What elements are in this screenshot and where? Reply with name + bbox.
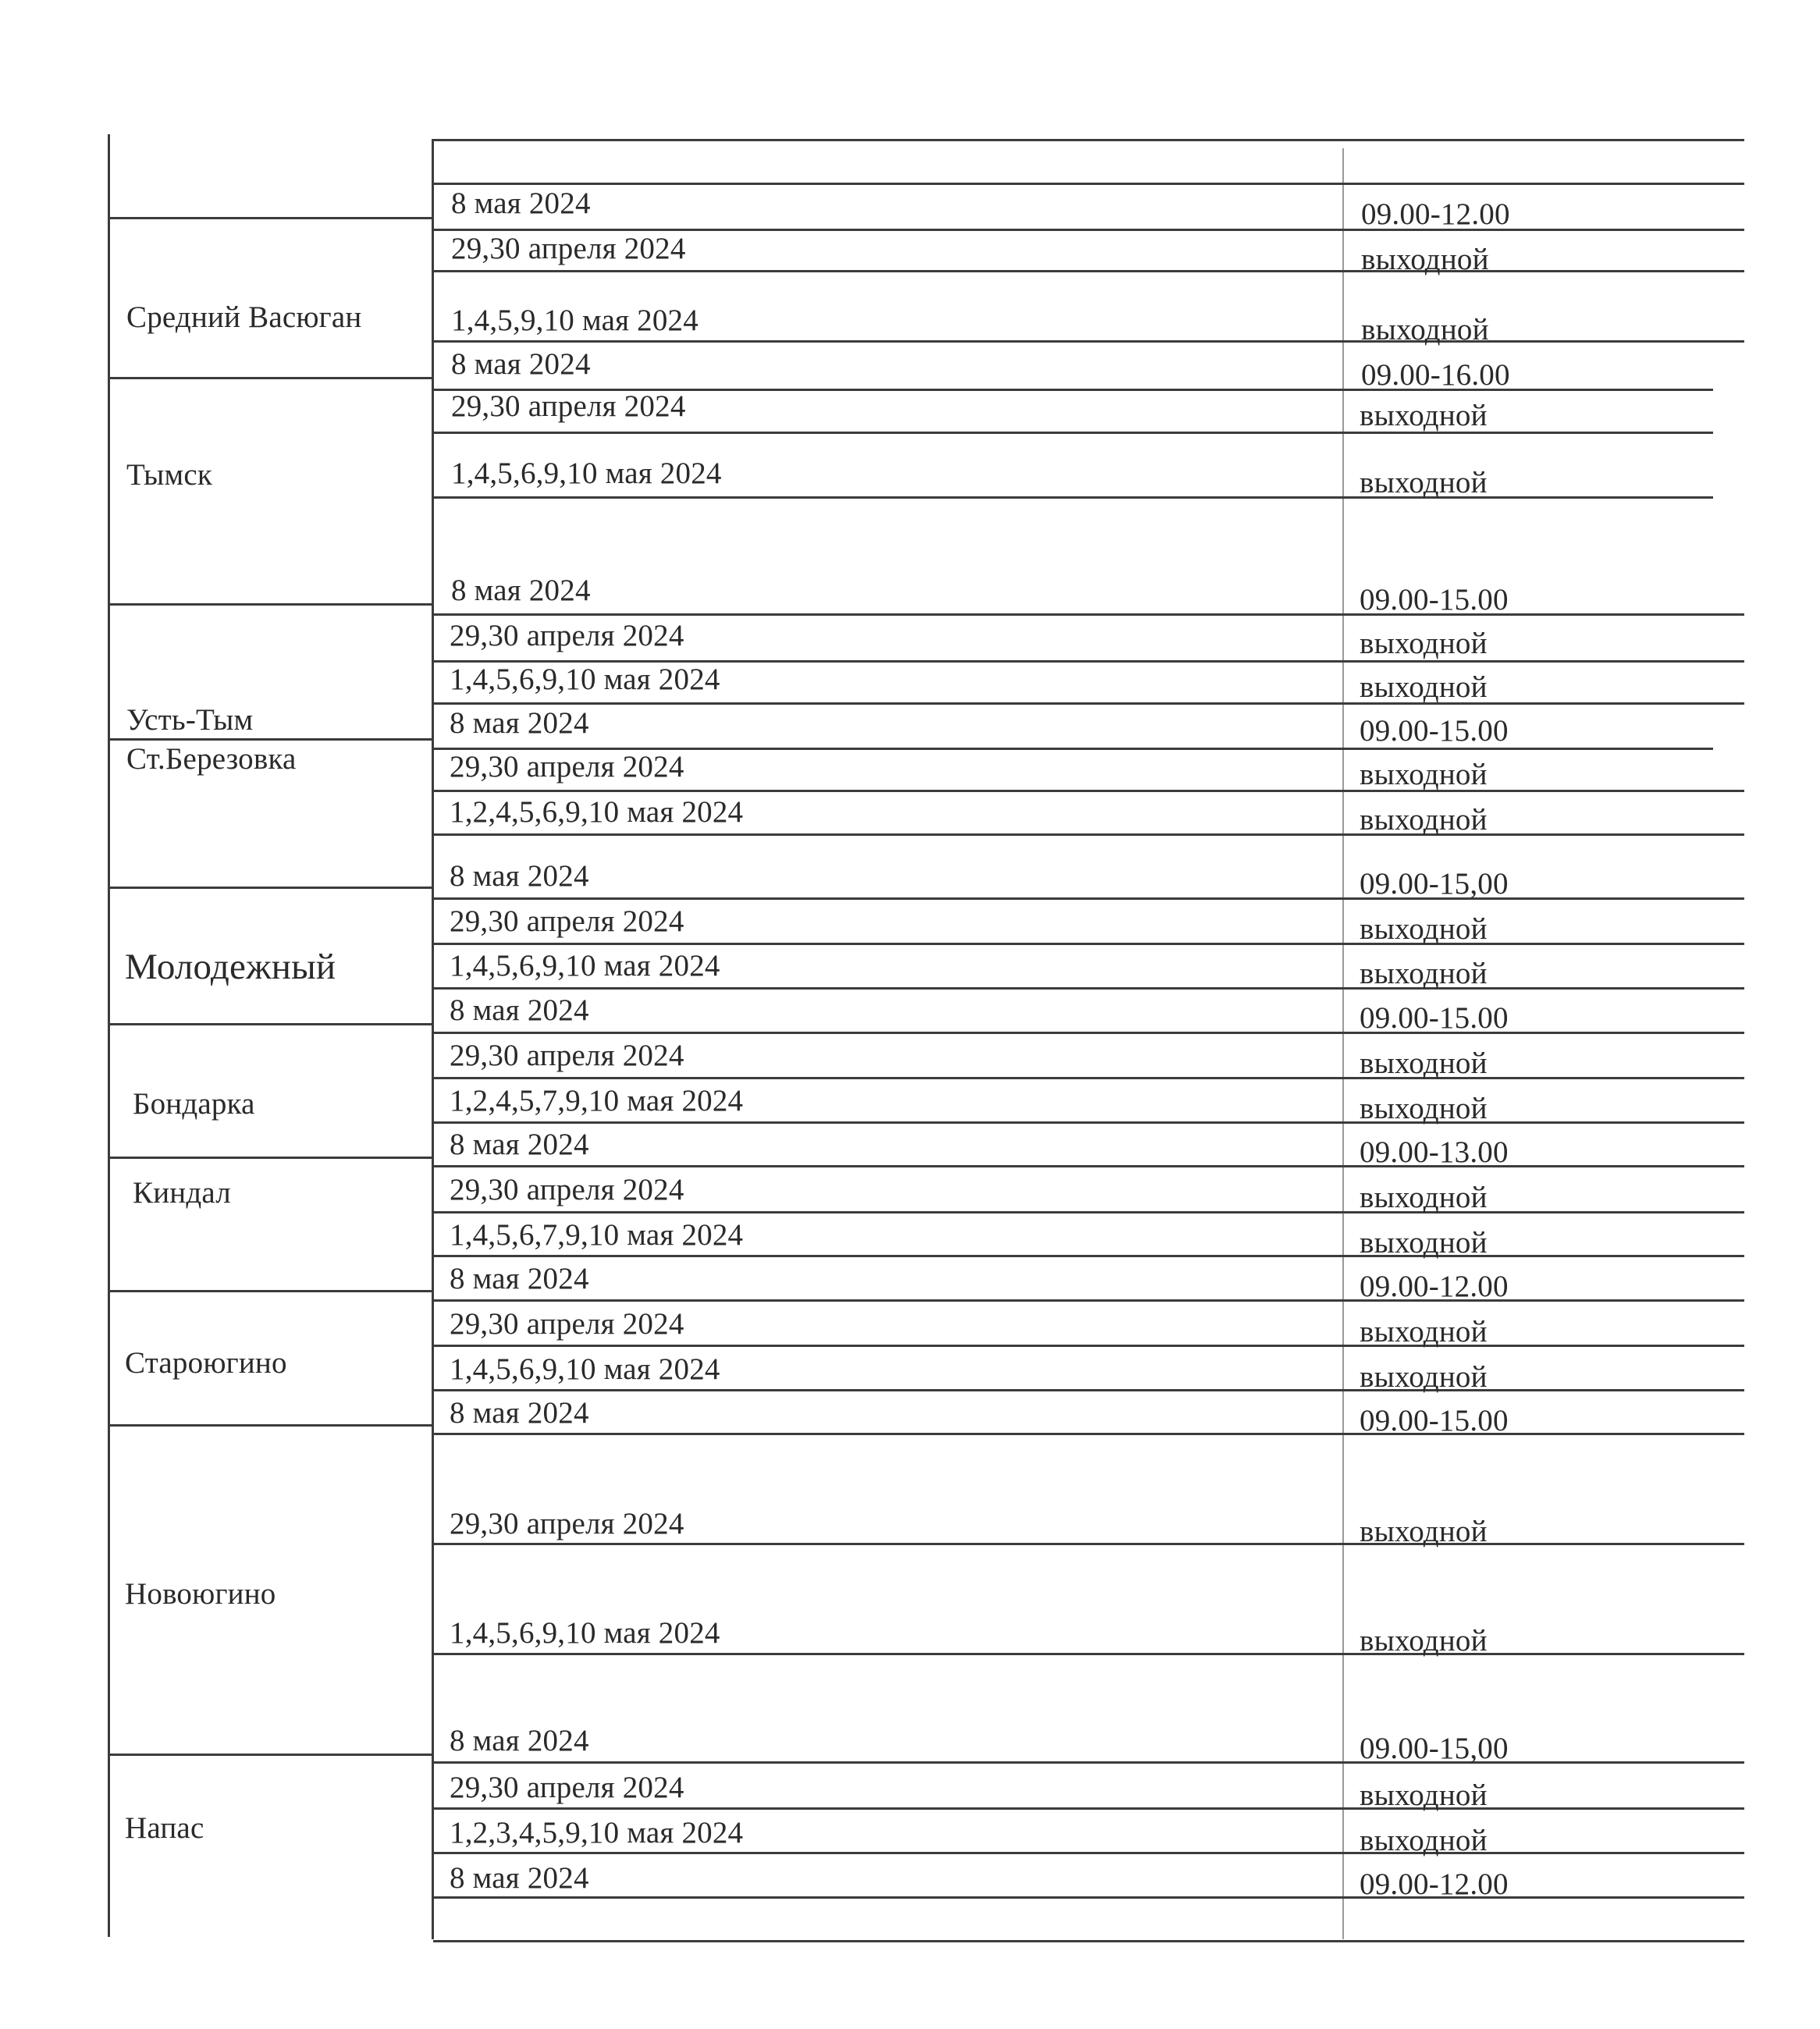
row-separator <box>433 270 1744 272</box>
hours-cell: 09.00-13.00 <box>1360 1135 1509 1169</box>
hours-cell: выходной <box>1360 957 1488 990</box>
date-cell: 8 мая 2024 <box>451 347 591 381</box>
date-cell: 29,30 апреля 2024 <box>450 1307 684 1341</box>
settlement-name: Усть-Тым <box>126 703 254 737</box>
group-separator <box>109 738 433 741</box>
hours-cell: 09.00-16.00 <box>1361 358 1510 392</box>
hours-cell: выходной <box>1360 399 1488 432</box>
settlement-name: Напас <box>125 1811 204 1845</box>
row-separator <box>433 1653 1744 1655</box>
hours-cell: выходной <box>1360 1515 1488 1548</box>
row-separator <box>433 987 1744 990</box>
row-separator <box>433 1852 1744 1854</box>
hours-cell: выходной <box>1360 1824 1488 1857</box>
date-cell: 29,30 апреля 2024 <box>450 1507 684 1540</box>
hours-cell: выходной <box>1360 912 1488 946</box>
row-separator <box>433 340 1744 343</box>
row-separator <box>433 183 1744 185</box>
group-separator <box>109 1290 433 1292</box>
settlement-name: Староюгино <box>125 1346 287 1380</box>
date-cell: 8 мая 2024 <box>450 1861 589 1895</box>
date-cell: 1,4,5,6,9,10 мая 2024 <box>450 663 720 696</box>
group-separator <box>109 887 433 889</box>
hours-cell: 09.00-15.00 <box>1360 583 1509 617</box>
date-cell: 8 мая 2024 <box>451 574 591 607</box>
hours-cell: выходной <box>1360 803 1488 837</box>
date-cell: 8 мая 2024 <box>450 859 589 893</box>
settlement-name: Киндал <box>133 1176 231 1210</box>
row-separator <box>433 1807 1744 1810</box>
date-cell: 1,2,3,4,5,9,10 мая 2024 <box>450 1816 744 1850</box>
date-cell: 8 мая 2024 <box>450 993 589 1027</box>
date-cell: 8 мая 2024 <box>450 1262 589 1295</box>
hours-cell: 09.00-12.00 <box>1361 197 1510 231</box>
row-separator <box>433 702 1744 705</box>
group-separator <box>109 377 433 379</box>
settlement-name: Новоюгино <box>125 1577 276 1611</box>
date-cell: 29,30 апреля 2024 <box>450 1039 684 1072</box>
row-separator <box>433 1211 1744 1213</box>
row-separator <box>433 1345 1744 1347</box>
row-separator <box>433 1543 1744 1545</box>
date-cell: 8 мая 2024 <box>450 1724 589 1757</box>
date-cell: 29,30 апреля 2024 <box>450 1771 684 1804</box>
hours-cell: выходной <box>1360 758 1488 791</box>
date-cell: 1,4,5,6,9,10 мая 2024 <box>450 1616 720 1650</box>
row-separator <box>433 897 1744 900</box>
table-bottom-border <box>433 1940 1744 1942</box>
hours-cell: выходной <box>1360 1046 1488 1080</box>
row-separator <box>433 833 1744 836</box>
row-separator <box>433 943 1744 945</box>
row-separator <box>433 1121 1744 1124</box>
date-cell: 29,30 апреля 2024 <box>451 232 686 265</box>
column-divider-hours <box>1342 148 1344 1939</box>
date-cell: 8 мая 2024 <box>450 1396 589 1430</box>
date-cell: 29,30 апреля 2024 <box>450 1173 684 1206</box>
group-separator <box>109 217 433 219</box>
settlement-name: Молодежный <box>125 947 336 987</box>
date-cell: 29,30 апреля 2024 <box>451 389 686 423</box>
row-separator <box>433 1389 1744 1391</box>
hours-cell: 09.00-15,00 <box>1360 867 1509 901</box>
settlement-name: Средний Васюган <box>126 300 362 334</box>
column-divider-settlement <box>432 139 434 1939</box>
row-separator <box>433 432 1713 434</box>
hours-cell: 09.00-15.00 <box>1360 1001 1509 1035</box>
date-cell: 8 мая 2024 <box>451 187 591 220</box>
row-separator <box>433 1077 1744 1079</box>
date-cell: 1,4,5,6,9,10 мая 2024 <box>450 949 720 983</box>
hours-cell: выходной <box>1361 313 1489 346</box>
group-separator <box>109 1424 433 1427</box>
row-separator <box>433 1032 1744 1034</box>
hours-cell: 09.00-12.00 <box>1360 1867 1509 1901</box>
row-separator <box>433 496 1713 499</box>
hours-cell: выходной <box>1360 1360 1488 1394</box>
row-separator <box>433 1255 1744 1257</box>
hours-cell: выходной <box>1360 1092 1488 1125</box>
hours-cell: выходной <box>1360 1778 1488 1812</box>
group-separator <box>109 1023 433 1025</box>
hours-cell: выходной <box>1360 466 1488 499</box>
date-cell: 29,30 апреля 2024 <box>450 750 684 784</box>
hours-cell: выходной <box>1360 670 1488 704</box>
row-separator <box>433 1165 1744 1167</box>
row-separator <box>433 1761 1744 1764</box>
date-cell: 1,2,4,5,6,9,10 мая 2024 <box>450 795 744 829</box>
date-cell: 1,4,5,9,10 мая 2024 <box>451 304 698 337</box>
hours-cell: выходной <box>1360 627 1488 660</box>
date-cell: 1,4,5,6,7,9,10 мая 2024 <box>450 1218 744 1252</box>
date-cell: 8 мая 2024 <box>450 1128 589 1161</box>
date-cell: 29,30 апреля 2024 <box>450 904 684 938</box>
hours-cell: 09.00-15.00 <box>1360 1404 1509 1437</box>
date-cell: 1,4,5,6,9,10 мая 2024 <box>451 457 722 490</box>
hours-cell: выходной <box>1360 1315 1488 1349</box>
hours-cell: выходной <box>1360 1226 1488 1260</box>
settlement-name: Ст.Березовка <box>126 742 297 776</box>
group-separator <box>109 1754 433 1756</box>
hours-cell: 09.00-15,00 <box>1360 1732 1509 1765</box>
hours-cell: 09.00-15.00 <box>1360 714 1509 748</box>
group-separator <box>109 1157 433 1159</box>
date-cell: 1,2,4,5,7,9,10 мая 2024 <box>450 1084 744 1118</box>
date-cell: 1,4,5,6,9,10 мая 2024 <box>450 1352 720 1386</box>
row-separator <box>433 1433 1744 1435</box>
table-left-border <box>108 134 110 1937</box>
hours-cell: выходной <box>1360 1181 1488 1214</box>
row-separator <box>433 790 1744 792</box>
hours-cell: выходной <box>1361 243 1489 276</box>
row-separator <box>433 139 1744 141</box>
group-separator <box>109 603 433 606</box>
row-separator <box>433 1299 1744 1302</box>
hours-cell: 09.00-12.00 <box>1360 1270 1509 1303</box>
settlement-name: Бондарка <box>133 1087 255 1121</box>
row-separator <box>433 613 1744 616</box>
settlement-name: Тымск <box>126 458 213 492</box>
row-separator <box>433 1896 1744 1899</box>
hours-cell: выходной <box>1360 1624 1488 1658</box>
date-cell: 8 мая 2024 <box>450 706 589 740</box>
date-cell: 29,30 апреля 2024 <box>450 619 684 652</box>
